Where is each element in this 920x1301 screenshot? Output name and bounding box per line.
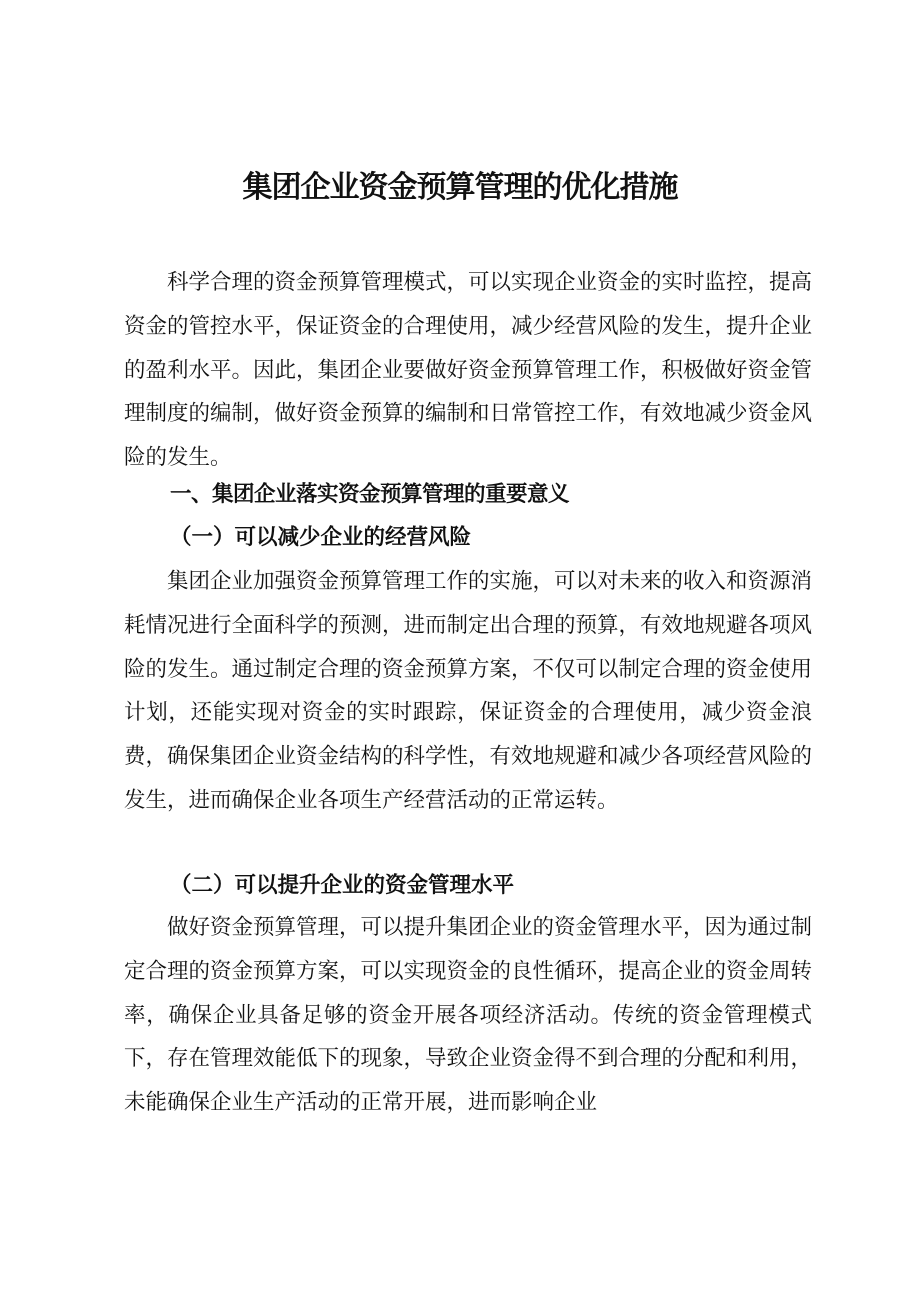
- subsection-1-paragraph: 集团企业加强资金预算管理工作的实施，可以对未来的收入和资源消耗情况进行全面科学的预测，进而制定出合理的预算，有效地规避各项风险的发生。通过制定合理的资金预算方案，不仅可以制定合理的资金使用计划，还能实现对资金的实时跟踪，保证资金的合理使用，减少资金浪费，确保集团企业资金结构的科学性，有效地规避和减少各项经营风险的发生，进而确保企业各项生产经营活动的正常运转。: [124, 569, 813, 813]
- document-title: 集团企业资金预算管理的优化措施: [242, 170, 678, 205]
- subsection-2-paragraph: 做好资金预算管理，可以提升集团企业的资金管理水平，因为通过制定合理的资金预算方案，可以实现资金的良性循环，提高企业的资金周转率，确保企业具备足够的资金开展各项经济活动。传统的资金管理模式下，存在管理效能低下的现象，导致企业资金得不到合理的分配和利用，未能确保企业生产活动的正常开展，进而影响企业: [124, 915, 813, 1116]
- subsection-heading-2: （二）可以提升企业的资金管理水平: [170, 873, 515, 898]
- section-heading-1: 一、集团企业落实资金预算管理的重要意义: [170, 482, 570, 507]
- subsection-heading-1: （一）可以减少企业的经营风险: [170, 525, 472, 550]
- intro-paragraph: 科学合理的资金预算管理模式，可以实现企业资金的实时监控，提高资金的管控水平，保证资金的合理使用，减少经营风险的发生，提升企业的盈利水平。因此，集团企业要做好资金预算管理工作，积极做好资金管理制度的编制，做好资金预算的编制和日常管控工作，有效地减少资金风险的发生。: [124, 270, 813, 471]
